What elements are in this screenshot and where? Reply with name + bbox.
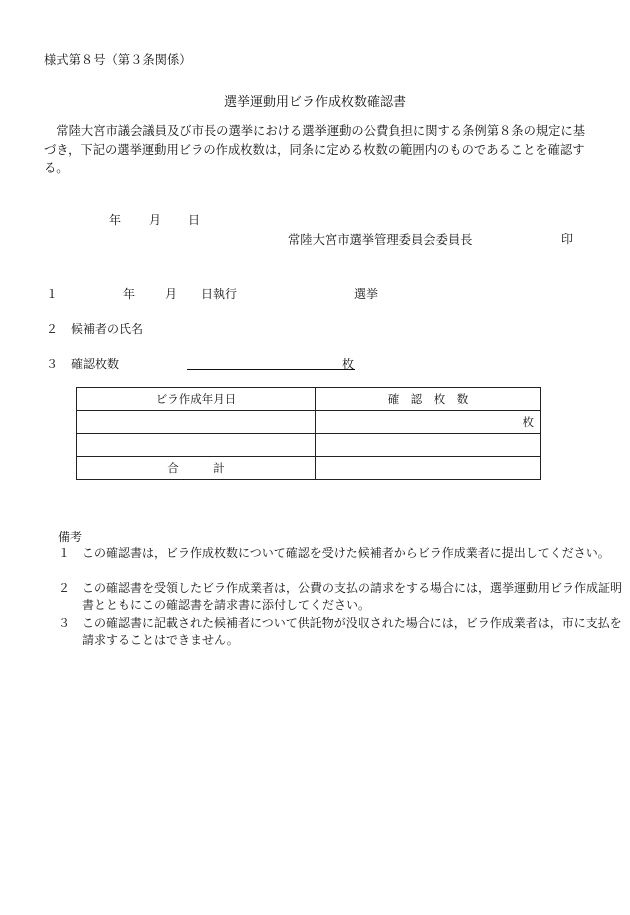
item1-day-executed: 日執行 <box>201 287 238 301</box>
note-number: １ <box>58 546 71 560</box>
table-total-row <box>77 457 541 480</box>
header-confirmed-count: 確 認 枚 数 <box>316 388 541 411</box>
remark-note-2 <box>44 580 630 614</box>
table-row <box>77 434 541 457</box>
total-label: 合 計 <box>77 457 316 480</box>
item2-number: ２ <box>46 322 59 336</box>
note-number: ３ <box>58 616 71 630</box>
item1-year: 年 <box>123 287 136 301</box>
form-number: 様式第８号（第３条関係） <box>44 53 192 67</box>
confirmed-count-line[interactable] <box>187 369 355 370</box>
date-cell[interactable] <box>77 434 316 457</box>
date-day: 日 <box>188 213 201 227</box>
date-month: 月 <box>149 213 162 227</box>
remark-note-1 <box>44 545 630 562</box>
note-text: この確認書に記載された候補者について供託物が没収された場合には，ビラ作成業者は，市に支払を請求することはできません。 <box>82 616 622 647</box>
header-creation-date: ビラ作成年月日 <box>77 388 316 411</box>
item3-number: ３ <box>46 357 59 371</box>
intro-paragraph: 常陸大宮市議会議員及び市長の選挙における選挙運動の公費負担に関する条例第８条の規定に基づき，下記の選挙運動用ビラの作成枚数は，同条に定める枚数の範囲内のものであることを確認する。 <box>44 124 586 175</box>
note-text: この確認書を受領したビラ作成業者は，公費の支払の請求をする場合には，選挙運動用ビラ作成証明書とともにこの確認書を請求書に添付してください。 <box>82 581 623 612</box>
flyer-count-table <box>76 387 541 480</box>
issuer-name: 常陸大宮市選挙管理委員会委員長 <box>288 233 473 247</box>
seal-mark: 印 <box>561 232 574 246</box>
table-header-row <box>77 388 541 411</box>
page-title: 選挙運動用ビラ作成枚数確認書 <box>223 95 406 110</box>
date-year: 年 <box>109 213 122 227</box>
table-row <box>77 411 541 434</box>
count-cell[interactable]: 枚 <box>316 411 541 434</box>
item3-label: 確認枚数 <box>71 357 120 371</box>
note-number: ２ <box>58 581 71 595</box>
date-cell[interactable] <box>77 411 316 434</box>
remark-note-3 <box>44 615 630 649</box>
count-cell[interactable] <box>316 434 541 457</box>
item2-label: 候補者の氏名 <box>71 322 144 336</box>
item1-number: １ <box>46 287 59 301</box>
total-cell[interactable] <box>316 457 541 480</box>
note-text: この確認書は，ビラ作成枚数について確認を受けた候補者からビラ作成業者に提出してください。 <box>82 546 610 560</box>
item3-unit: 枚 <box>342 357 355 371</box>
remarks-heading: 備考 <box>58 530 83 544</box>
item1-month: 月 <box>165 287 178 301</box>
item1-election: 選挙 <box>354 287 379 301</box>
